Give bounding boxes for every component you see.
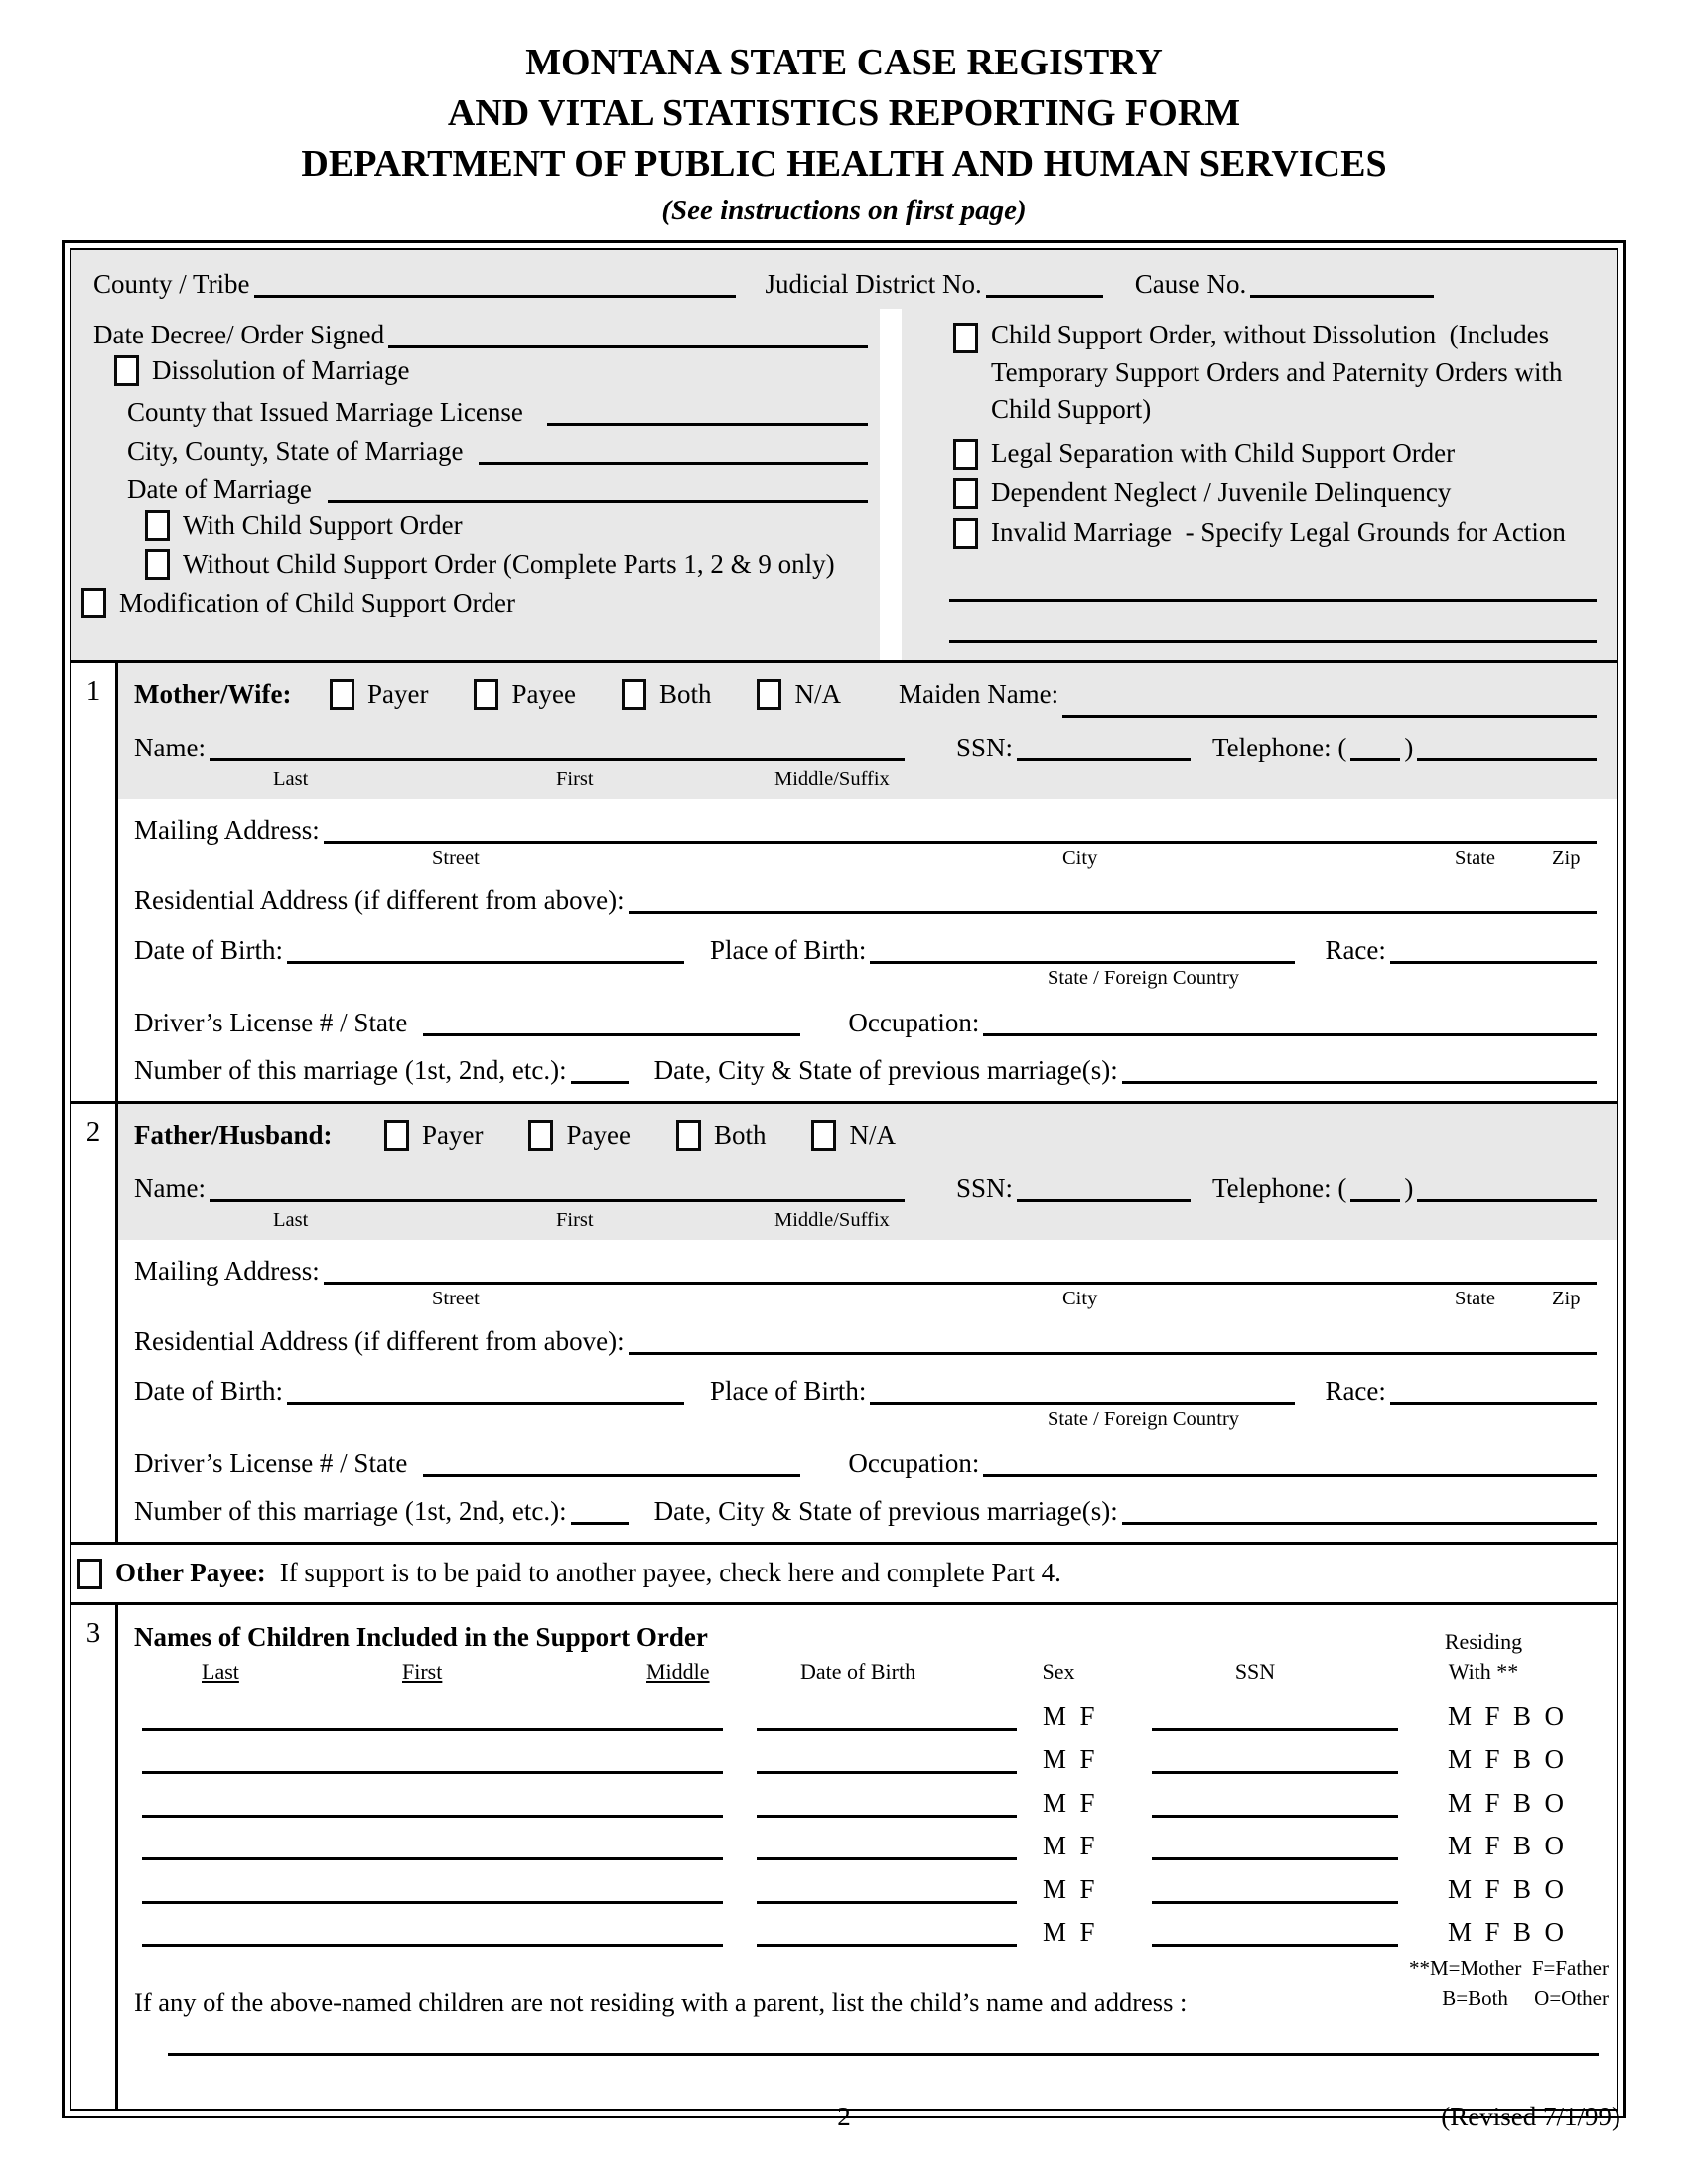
part1-residential-label: Residential Address (if different from above): bbox=[134, 885, 625, 915]
checkbox-without-child-support[interactable] bbox=[145, 549, 170, 580]
part2-race-label: Race: bbox=[1325, 1375, 1386, 1406]
date-of-marriage-line[interactable] bbox=[328, 500, 868, 503]
part1-birth-row bbox=[134, 917, 1601, 967]
part1-telephone-line[interactable] bbox=[1417, 758, 1597, 761]
part2-mailing-row bbox=[134, 1244, 1601, 1288]
part2-drivers-license-line[interactable] bbox=[423, 1474, 800, 1477]
part2-header-band bbox=[118, 1104, 1617, 1240]
part1-previous-marriage-label: Date, City & State of previous marriage(s): bbox=[653, 1054, 1118, 1085]
child5-dob-line[interactable] bbox=[757, 1901, 1017, 1904]
col-residing-line2: With ** bbox=[1448, 1659, 1519, 1685]
part2-birth-row bbox=[134, 1358, 1601, 1408]
child4-sex-options[interactable]: M F bbox=[1043, 1831, 1095, 1861]
residing-legend-line2: B=Both O=Other bbox=[1442, 1986, 1609, 2011]
part2-payer-option bbox=[384, 1119, 483, 1153]
part2-occupation-line[interactable] bbox=[983, 1474, 1597, 1477]
case-type-left-column bbox=[71, 309, 880, 660]
part1-mailing-label: Mailing Address: bbox=[134, 814, 320, 845]
checkbox-child-support-no-dissolution[interactable] bbox=[953, 323, 978, 353]
maiden-name-line[interactable] bbox=[1062, 715, 1597, 718]
part2-marriage-number-label: Number of this marriage (1st, 2nd, etc.): bbox=[134, 1495, 567, 1526]
column-gap bbox=[880, 309, 902, 660]
invalid-marriage-label: Invalid Marriage - Specify Legal Grounds for Action bbox=[991, 517, 1566, 548]
checkbox-part2-payer[interactable] bbox=[384, 1120, 409, 1151]
dissolution-label: Dissolution of Marriage bbox=[152, 354, 410, 385]
part1-residential-row bbox=[134, 874, 1601, 917]
part1-na-option bbox=[757, 678, 841, 712]
child-row-3 bbox=[118, 1777, 1617, 1821]
dependent-neglect-label: Dependent Neglect / Juvenile Delinquency bbox=[991, 478, 1452, 508]
part2-both-option bbox=[676, 1119, 767, 1153]
part1-marriage-number-label: Number of this marriage (1st, 2nd, etc.): bbox=[134, 1054, 567, 1085]
part2-license-row bbox=[134, 1433, 1601, 1480]
part1-occupation-line[interactable] bbox=[983, 1033, 1597, 1036]
part1-mailing-line[interactable] bbox=[324, 841, 1597, 844]
part2-first-sublabel: First bbox=[556, 1209, 594, 1232]
dependent-neglect-row bbox=[953, 474, 1603, 513]
part2-payee-option bbox=[528, 1119, 630, 1153]
checkbox-other-payee[interactable] bbox=[77, 1559, 102, 1589]
child4-dob-line[interactable] bbox=[757, 1857, 1017, 1860]
part1-race-line[interactable] bbox=[1390, 961, 1597, 964]
checkbox-part1-payee[interactable] bbox=[474, 679, 498, 710]
part1-zip-sublabel: Zip bbox=[1552, 847, 1581, 870]
part2-payee-label: Payee bbox=[566, 1119, 631, 1150]
part3-address-row bbox=[118, 2053, 1617, 2109]
page-number: 2 bbox=[837, 2102, 851, 2131]
part2-mailing-line[interactable] bbox=[324, 1282, 1597, 1285]
part2-both-label: Both bbox=[713, 1119, 767, 1150]
checkbox-part2-both[interactable] bbox=[676, 1120, 701, 1151]
part1-both-option bbox=[622, 678, 712, 712]
county-tribe-label: County / Tribe bbox=[93, 268, 250, 299]
maiden-name-label: Maiden Name: bbox=[898, 678, 1059, 709]
form-title-line3: DEPARTMENT OF PUBLIC HEALTH AND HUMAN SERVICES bbox=[301, 142, 1387, 185]
part2-na-option bbox=[811, 1119, 896, 1153]
part1-both-label: Both bbox=[658, 678, 712, 709]
part2-ssn-label: SSN: bbox=[955, 1172, 1014, 1203]
checkbox-modification[interactable] bbox=[81, 588, 106, 618]
legal-grounds-line-1[interactable] bbox=[949, 599, 1597, 602]
cso-no-dissolution-label: Child Support Order, without Dissolution (Includes Temporary Support Orders and Paternity Orders with Child Support) bbox=[991, 320, 1570, 424]
part1-ssn-label: SSN: bbox=[955, 732, 1014, 762]
form-border bbox=[62, 240, 1626, 2119]
part3-column-headers bbox=[118, 1655, 1617, 1691]
with-cso-row bbox=[145, 506, 872, 545]
without-cso-row bbox=[145, 545, 872, 584]
part1-state-sublabel: State bbox=[1455, 847, 1495, 870]
part1-name-label: Name: bbox=[134, 732, 206, 762]
city-county-state-line[interactable] bbox=[479, 462, 868, 465]
part1-telephone-close: ) bbox=[1404, 732, 1414, 762]
part2-middle-sublabel: Middle/Suffix bbox=[774, 1209, 890, 1232]
part2-race-line[interactable] bbox=[1390, 1402, 1597, 1405]
part2-street-sublabel: Street bbox=[432, 1288, 480, 1310]
col-last: Last bbox=[202, 1659, 239, 1685]
child5-ssn-line[interactable] bbox=[1152, 1901, 1398, 1904]
child3-sex-options[interactable]: M F bbox=[1043, 1787, 1095, 1818]
checkbox-part2-na[interactable] bbox=[811, 1120, 836, 1151]
part2-name-label: Name: bbox=[134, 1172, 206, 1203]
child3-residing-options[interactable]: M F B O bbox=[1448, 1787, 1565, 1818]
child-row-6 bbox=[118, 1907, 1617, 1951]
cso-no-dissolution-row bbox=[953, 317, 1603, 434]
child2-dob-line[interactable] bbox=[757, 1771, 1017, 1774]
form-header bbox=[0, 0, 1688, 230]
part2-state-sublabel: State bbox=[1455, 1288, 1495, 1310]
part1-role-row bbox=[134, 671, 1601, 718]
part1-content bbox=[118, 663, 1617, 1101]
part3-note-row bbox=[118, 1980, 1617, 2019]
part2-city-sublabel: City bbox=[1062, 1288, 1098, 1310]
checkbox-part1-both[interactable] bbox=[622, 679, 646, 710]
child5-residing-options[interactable]: M F B O bbox=[1448, 1873, 1565, 1904]
part2-state-foreign-sublabel: State / Foreign Country bbox=[1048, 1408, 1240, 1431]
part1-details bbox=[118, 799, 1617, 1101]
part1-city-sublabel: City bbox=[1062, 847, 1098, 870]
part3-number: 3 bbox=[71, 1605, 118, 2109]
child4-name-line[interactable] bbox=[142, 1857, 723, 1860]
part1-name-row bbox=[134, 718, 1601, 768]
part1-payer-option bbox=[330, 678, 428, 712]
other-payee-text: If support is to be paid to another payee, check here and complete Part 4. bbox=[279, 1558, 1061, 1588]
child3-ssn-line[interactable] bbox=[1152, 1815, 1398, 1818]
checkbox-part2-payee[interactable] bbox=[528, 1120, 553, 1151]
legal-grounds-line-2[interactable] bbox=[949, 640, 1597, 643]
part1-occupation-label: Occupation: bbox=[848, 1007, 980, 1037]
child4-ssn-line[interactable] bbox=[1152, 1857, 1398, 1860]
child4-residing-options[interactable]: M F B O bbox=[1448, 1831, 1565, 1861]
part1-name-sublabels bbox=[134, 768, 1601, 799]
part2-telephone-line[interactable] bbox=[1417, 1199, 1597, 1202]
part3-title: Names of Children Included in the Support Order bbox=[134, 1622, 708, 1653]
part2-previous-marriage-line[interactable] bbox=[1122, 1522, 1597, 1525]
part2-marriage-row bbox=[134, 1480, 1601, 1528]
child6-ssn-line[interactable] bbox=[1152, 1944, 1398, 1947]
part1-street-sublabel: Street bbox=[432, 847, 480, 870]
legal-grounds-row-1 bbox=[902, 553, 1603, 605]
part1-pob-line[interactable] bbox=[870, 961, 1295, 964]
child1-dob-line[interactable] bbox=[757, 1728, 1017, 1731]
case-type-columns bbox=[71, 309, 1617, 660]
cause-no-line[interactable] bbox=[1250, 295, 1434, 298]
part2-pob-sublabels bbox=[134, 1408, 1601, 1433]
child2-ssn-line[interactable] bbox=[1152, 1771, 1398, 1774]
part2-content bbox=[118, 1104, 1617, 1542]
col-sex: Sex bbox=[1042, 1659, 1075, 1685]
part2-telephone-label: Telephone: ( bbox=[1212, 1172, 1347, 1203]
judicial-district-line[interactable] bbox=[986, 295, 1103, 298]
part1-name-line[interactable] bbox=[210, 758, 905, 761]
part1-header-band bbox=[118, 663, 1617, 799]
child3-name-line[interactable] bbox=[142, 1815, 723, 1818]
part2-previous-marriage-label: Date, City & State of previous marriage(s): bbox=[653, 1495, 1118, 1526]
part2-name-row bbox=[134, 1159, 1601, 1209]
checkbox-invalid-marriage[interactable] bbox=[953, 518, 978, 549]
part1-ssn-line[interactable] bbox=[1017, 758, 1191, 761]
date-decree-label: Date Decree/ Order Signed bbox=[93, 319, 385, 349]
part1-number: 1 bbox=[71, 663, 118, 1101]
checkbox-part1-na[interactable] bbox=[757, 679, 781, 710]
residing-legend-line1: **M=Mother F=Father bbox=[1408, 1956, 1609, 1980]
part2-dob-label: Date of Birth: bbox=[134, 1375, 283, 1406]
with-cso-label: With Child Support Order bbox=[183, 509, 463, 540]
legal-separation-label: Legal Separation with Child Support Order bbox=[991, 438, 1456, 469]
city-county-state-label: City, County, State of Marriage bbox=[127, 435, 464, 466]
child2-name-line[interactable] bbox=[142, 1771, 723, 1774]
part1-race-label: Race: bbox=[1325, 934, 1386, 965]
part3-note: If any of the above-named children are not residing with a parent, list the child’s name and address : bbox=[134, 1987, 1188, 2018]
part1-residential-line[interactable] bbox=[629, 911, 1597, 914]
invalid-marriage-row bbox=[953, 513, 1603, 553]
judicial-district-label: Judicial District No. bbox=[765, 268, 982, 299]
part2-payer-label: Payer bbox=[422, 1119, 484, 1150]
child5-name-line[interactable] bbox=[142, 1901, 723, 1904]
section-2-father-husband bbox=[71, 1104, 1617, 1542]
part1-pob-label: Place of Birth: bbox=[709, 934, 867, 965]
part1-mailing-row bbox=[134, 803, 1601, 847]
part1-role-label: Mother/Wife: bbox=[134, 678, 292, 709]
part2-na-label: N/A bbox=[849, 1119, 896, 1150]
date-decree-row bbox=[93, 313, 872, 351]
part2-residential-label: Residential Address (if different from above): bbox=[134, 1325, 625, 1356]
county-tribe-line[interactable] bbox=[254, 295, 736, 298]
part2-number: 2 bbox=[71, 1104, 118, 1542]
part2-name-sublabels bbox=[134, 1209, 1601, 1240]
checkbox-legal-separation[interactable] bbox=[953, 439, 978, 470]
section-1-mother-wife bbox=[71, 663, 1617, 1101]
part2-mailing-label: Mailing Address: bbox=[134, 1255, 320, 1286]
form-title-line2: AND VITAL STATISTICS REPORTING FORM bbox=[447, 91, 1241, 134]
child2-sex-options[interactable]: M F bbox=[1043, 1744, 1095, 1775]
child1-sex-options[interactable]: M F bbox=[1043, 1701, 1095, 1731]
part2-occupation-label: Occupation: bbox=[848, 1447, 980, 1478]
revision-date: (Revised 7/1/99) bbox=[1441, 2102, 1620, 2131]
part1-marriage-number-line[interactable] bbox=[571, 1081, 629, 1084]
child6-name-line[interactable] bbox=[142, 1944, 723, 1947]
checkbox-part1-payer[interactable] bbox=[330, 679, 354, 710]
part2-residential-row bbox=[134, 1314, 1601, 1358]
checkbox-with-child-support[interactable] bbox=[145, 510, 170, 541]
section-3-children bbox=[71, 1605, 1617, 2109]
other-payee-label: Other Payee: bbox=[115, 1558, 266, 1588]
form-body bbox=[70, 248, 1618, 2112]
part2-pob-label: Place of Birth: bbox=[709, 1375, 867, 1406]
part2-telephone-close: ) bbox=[1404, 1172, 1414, 1203]
county-issued-line[interactable] bbox=[547, 423, 868, 426]
part1-state-foreign-sublabel: State / Foreign Country bbox=[1048, 967, 1240, 990]
part1-telephone-label: Telephone: ( bbox=[1212, 732, 1347, 762]
child-row-5 bbox=[118, 1863, 1617, 1907]
child1-residing-options[interactable]: M F B O bbox=[1448, 1701, 1565, 1731]
part2-role-row bbox=[134, 1112, 1601, 1159]
date-of-marriage-row bbox=[127, 468, 872, 506]
part1-na-label: N/A bbox=[794, 678, 841, 709]
cause-no-label: Cause No. bbox=[1134, 268, 1247, 299]
col-middle: Middle bbox=[646, 1659, 710, 1685]
part2-pob-line[interactable] bbox=[870, 1402, 1295, 1405]
col-first: First bbox=[402, 1659, 443, 1685]
child5-sex-options[interactable]: M F bbox=[1043, 1873, 1095, 1904]
part2-last-sublabel: Last bbox=[273, 1209, 309, 1232]
part2-marriage-number-line[interactable] bbox=[571, 1522, 629, 1525]
other-payee-row bbox=[71, 1545, 1617, 1602]
part1-drivers-license-label: Driver’s License # / State bbox=[134, 1007, 408, 1037]
part2-dob-line[interactable] bbox=[287, 1402, 684, 1405]
part1-dob-label: Date of Birth: bbox=[134, 934, 283, 965]
child1-ssn-line[interactable] bbox=[1152, 1728, 1398, 1731]
county-issued-label: County that Issued Marriage License bbox=[127, 396, 523, 427]
checkbox-dissolution[interactable] bbox=[114, 355, 139, 386]
part1-previous-marriage-line[interactable] bbox=[1122, 1081, 1597, 1084]
form-title-line1: MONTANA STATE CASE REGISTRY bbox=[525, 42, 1163, 83]
child2-residing-options[interactable]: M F B O bbox=[1448, 1744, 1565, 1775]
child6-dob-line[interactable] bbox=[757, 1944, 1017, 1947]
part2-name-line[interactable] bbox=[210, 1199, 905, 1202]
part1-payee-label: Payee bbox=[511, 678, 576, 709]
part1-mailing-sublabels bbox=[134, 847, 1601, 874]
city-county-state-row bbox=[127, 429, 872, 468]
county-row bbox=[71, 250, 1617, 310]
part2-role-label: Father/Husband: bbox=[134, 1119, 333, 1150]
without-cso-label: Without Child Support Order (Complete Parts 1, 2 & 9 only) bbox=[183, 548, 835, 579]
part1-pob-sublabels bbox=[134, 967, 1601, 992]
part1-last-sublabel: Last bbox=[273, 768, 309, 791]
county-issued-row bbox=[127, 390, 872, 429]
part2-details bbox=[118, 1240, 1617, 1542]
part3-title-row bbox=[118, 1605, 1617, 1655]
legal-grounds-row-2 bbox=[902, 605, 1603, 646]
part2-ssn-line[interactable] bbox=[1017, 1199, 1191, 1202]
part1-first-sublabel: First bbox=[556, 768, 594, 791]
part2-zip-sublabel: Zip bbox=[1552, 1288, 1581, 1310]
part1-payer-label: Payer bbox=[367, 678, 429, 709]
part1-area-code-line[interactable] bbox=[1350, 758, 1400, 761]
modification-row bbox=[81, 584, 872, 622]
part1-dob-line[interactable] bbox=[287, 961, 684, 964]
col-ssn: SSN bbox=[1234, 1659, 1276, 1685]
child6-residing-options[interactable]: M F B O bbox=[1448, 1917, 1565, 1948]
part1-license-row bbox=[134, 992, 1601, 1039]
part1-drivers-license-line[interactable] bbox=[423, 1033, 800, 1036]
part2-drivers-license-label: Driver’s License # / State bbox=[134, 1447, 408, 1478]
part2-mailing-sublabels bbox=[134, 1288, 1601, 1314]
child6-sex-options[interactable]: M F bbox=[1043, 1917, 1095, 1948]
checkbox-dependent-neglect[interactable] bbox=[953, 478, 978, 509]
form-subtitle: (See instructions on first page) bbox=[661, 194, 1027, 226]
section-case-type bbox=[71, 250, 1617, 661]
child1-name-line[interactable] bbox=[142, 1728, 723, 1731]
part1-payee-option bbox=[474, 678, 575, 712]
part2-area-code-line[interactable] bbox=[1350, 1199, 1400, 1202]
part2-residential-line[interactable] bbox=[629, 1352, 1597, 1355]
case-type-right-column bbox=[902, 309, 1617, 660]
child-row-1 bbox=[118, 1691, 1617, 1734]
part3-address-line[interactable] bbox=[168, 2053, 1599, 2056]
date-decree-line[interactable] bbox=[388, 345, 868, 348]
child-row-2 bbox=[118, 1734, 1617, 1778]
legal-separation-row bbox=[953, 434, 1603, 474]
date-of-marriage-label: Date of Marriage bbox=[127, 474, 312, 504]
modification-label: Modification of Child Support Order bbox=[119, 587, 515, 617]
col-residing-line1: Residing bbox=[1444, 1629, 1523, 1655]
part3-content bbox=[118, 1605, 1617, 2109]
child3-dob-line[interactable] bbox=[757, 1815, 1017, 1818]
child-row-4 bbox=[118, 1821, 1617, 1864]
col-date-of-birth: Date of Birth bbox=[800, 1659, 916, 1685]
part1-middle-sublabel: Middle/Suffix bbox=[774, 768, 890, 791]
dissolution-row bbox=[114, 351, 872, 390]
part1-marriage-row bbox=[134, 1039, 1601, 1087]
